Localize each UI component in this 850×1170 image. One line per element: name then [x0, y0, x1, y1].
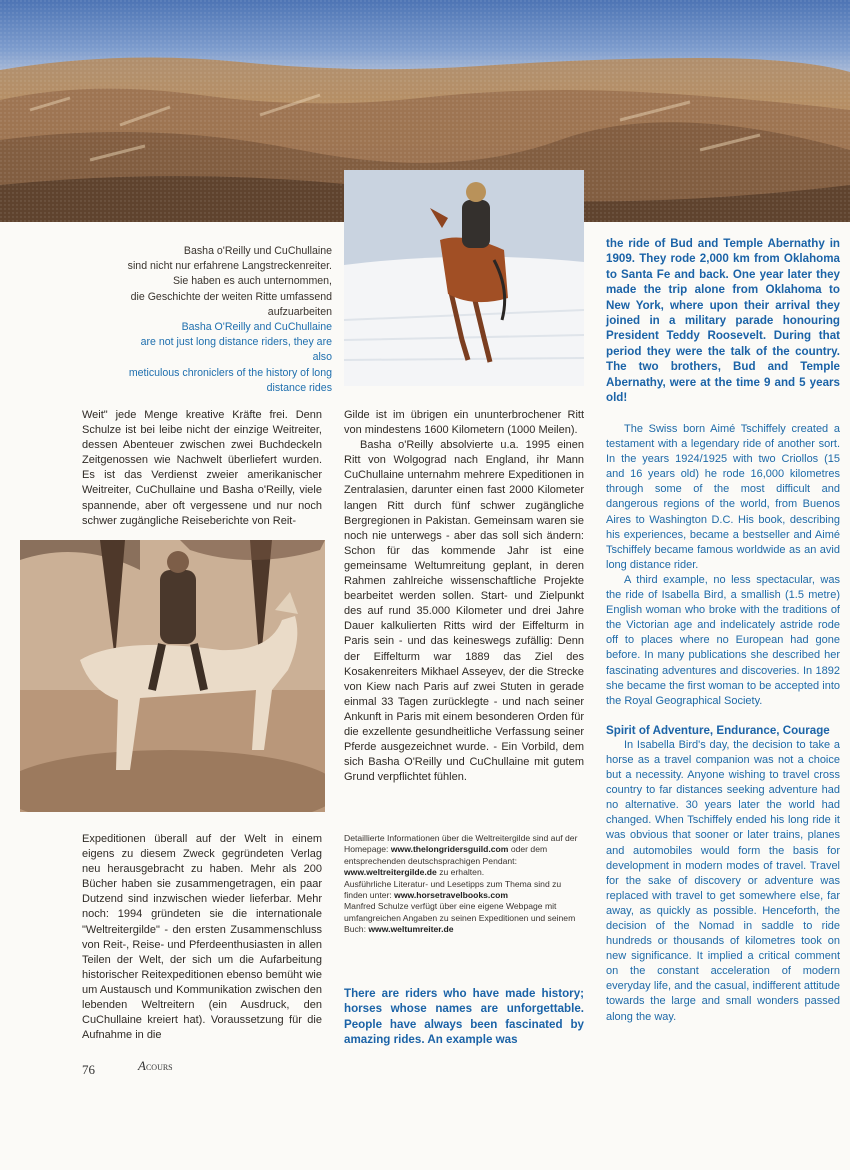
paragraph: Expeditionen überall auf der Welt in einem eigens zu diesem Zweck gegründeten Verlag neu herausgebracht zu haben. Mehr als 200 Bücher haben sie zusammengetragen, ein paar Dutzend sind inzwischen wieder lieferbar. Mehr noch: 1994 gründeten sie die internationale "Weltreitergilde" - den ersten Zusammenschluss von Reit-, Reise- und Pferdeenthusiasten in allen Teilen der Welt, der sich um die Aufarbeitung historischer Reitexpeditionen ebenso bemüht wie um Austausch und Kommunikation zwischen den lebenden Weltreitern (ein Ausdruck, den CuChullaine kreiert hat). Voraussetzung für die Aufnahme in die: [82, 833, 322, 1042]
paragraph: Weit" jede Menge kreative Kräfte frei. Denn Schulze ist bei leibe nicht der einzige Weitreiter, dessen Abenteuer zwischen zwei Buchdeckeln Zeitgenossen wie Nachwelt überliefert wurden. Es ist das Verdienst zweier amerikanischer Weitreiter, CuChullaine und Basha o'Reilly, viele spannende, aber oft vergessene und nur noch schwer zugängliche Reiseberichte von Reit-: [82, 409, 322, 527]
caption-de-line: Sie haben es auch unternommen,: [172, 275, 332, 288]
caption-en-line: Basha O'Reilly and CuChullaine: [181, 321, 332, 334]
english-intro-bold-continued: the ride of Bud and Temple Abernathy in 1909. They rode 2,000 km from Oklahoma to Santa Fe and back. One year later they made the trip alone from Oklahoma to New York, where upon their arrival they joined in a military parade honouring President Teddy Roosevelt. During that period they were the talk of the country. The two brothers, Bud and Temple Abernathy, were at the time 9 and 5 years old!: [606, 237, 840, 405]
logo-subtext: COURS: [145, 1063, 173, 1072]
caption-en-line: are not just long distance riders, they are also: [140, 336, 332, 364]
paragraph: A third example, no less spectacular, was the ride of Isabella Bird, a smallish (1.5 metre) English woman who broke with the traditions of the Victorian age and indelicately astride rode off to places where no European had gone before. In many publications she described her fascinating adventures and discoveries. In 1892 she became the first woman to be accepted into the Royal Geographical Society.: [606, 573, 840, 707]
caption-en-line: distance rides: [266, 381, 332, 394]
caption-de-line: aufzuarbeiten: [267, 305, 332, 318]
rider-in-snow-photo: [344, 170, 584, 386]
website-link[interactable]: www.weltumreiter.de: [368, 924, 454, 935]
info-text: Manfred Schulze verfügt über eine eigene Webpage mit umfangreichen Angaben zu seinen Expeditionen und seinem Buch:: [344, 901, 576, 935]
website-link[interactable]: www.thelongridersguild.com: [390, 844, 509, 855]
caption-de-line: Basha o'Reilly und CuChullaine: [183, 245, 332, 257]
caption-en-line: meticulous chroniclers of the history of long: [128, 366, 332, 379]
paragraph: Gilde ist im übrigen ein ununterbrochener Ritt von mindestens 1600 Kilometern (1000 Meilen).: [344, 409, 584, 437]
info-text: zu erhalten.: [436, 867, 485, 878]
website-link[interactable]: www.weltreitergilde.de: [344, 867, 437, 878]
page-number: 76: [82, 1062, 95, 1077]
caption-de-line: sind nicht nur erfahrene Langstreckenreiter.: [127, 260, 332, 273]
info-box: [344, 833, 584, 936]
vintage-horse-rider-photo: [20, 540, 325, 812]
paragraph: Basha o'Reilly absolvierte u.a. 1995 einen Ritt von Wolgograd nach England, ihr Mann CuChullaine unternahm mehrere Expeditionen in Zentralasien, darunter einen fast 2000 Kilometer langen Ritt durch fünf schwer zugängliche Bergregionen in Pakistan. Gemeinsam waren sie noch nie unterwegs - aber das soll sich ändern: Schon für das kommende Jahr ist eine gemeinsame Weltumreitung geplant, in deren Rahmen zahlreiche wissenschaftliche Projekte bearbeitet werden sollen. Start- und Zielpunkt des auf rund 35.000 Kilometer und drei Jahre Dauer kalkulierten Ritts wird der Eiffelturm in Paris sein - und das keineswegs zufällig: Denn der Eiffelturm war 1889 das Ziel des Kosakenreiters Mikhael Asseyev, der die Strecke von Kiew nach Paris auf zwei Stuten in gerade einmal 33 Tagen zurücklegte - und nach seiner Ankunft in Paris mit einem besonderen Orden für die exzellente gesundheitliche Verfassung seiner Pferde ausgezeichnet wurde. - Ein Vorbild, dem sich Basha O'Reilly und CuChullaine mit gutem Grund verpflichtet fühlen.: [344, 439, 584, 784]
section-heading: Spirit of Adventure, Endurance, Courage: [606, 723, 830, 737]
english-intro-bold: There are riders who have made history; horses whose names are unforgettable. People have always been fascinated by amazing rides. An example was: [344, 987, 584, 1047]
paragraph: The Swiss born Aimé Tschiffely created a testament with a legendary ride of another sort. In the years 1924/1925 with two Criollos (15 and 16 years old) he rode 16,000 kilometres through some of the most difficult and dangerous regions of the world, from Buenos Aires to Washington D.C. His book, describing his experiences, became a bestseller and Aimé Tschiffely became famous worldwide as an avid long distance rider.: [606, 423, 840, 571]
info-text: oder dem entsprechenden deutschsprachigen Pendant:: [344, 844, 548, 866]
website-link[interactable]: www.horsetravelbooks.com: [394, 890, 508, 901]
logo-mark: A: [138, 1058, 146, 1073]
info-text: Detaillierte Informationen über die Weltreitergilde sind auf der Homepage:: [344, 833, 578, 855]
paragraph: In Isabella Bird's day, the decision to take a horse as a travel companion was not a choice but a necessity. Anyone wishing to travel cross country to far distances seeking adventure had no alternative. 30 years later the world had changed. When Tschiffely ended his long ride it was obvious that sooner or later trains, planes and automobiles would form the basis for development in modern modes of travel. Travel for the sake of discovery or adventure was replaced with travel to get somewhere else, far away, as quickly as possible. Henceforth, the decision of the Nomad in saddle to ride hundreds or thousands of kilometres took on new significance. It implied a critical comment on the constant acceleration of modern everyday life, and the casual, indifferent attitude towards the large and small wonders passed along the way.: [606, 738, 840, 1023]
column-1-top-text: [82, 408, 322, 529]
info-text: Ausführliche Literatur- und Lesetipps zum Thema sind zu finden unter:: [344, 878, 562, 901]
column-3-english-text: [606, 422, 840, 1025]
column-2-text: [344, 408, 584, 785]
photo-caption: [120, 244, 332, 396]
column-1-bottom-text: [82, 832, 322, 1043]
caption-de-line: die Geschichte der weiten Ritte umfassend: [130, 290, 332, 303]
magazine-logo: [138, 1058, 173, 1074]
